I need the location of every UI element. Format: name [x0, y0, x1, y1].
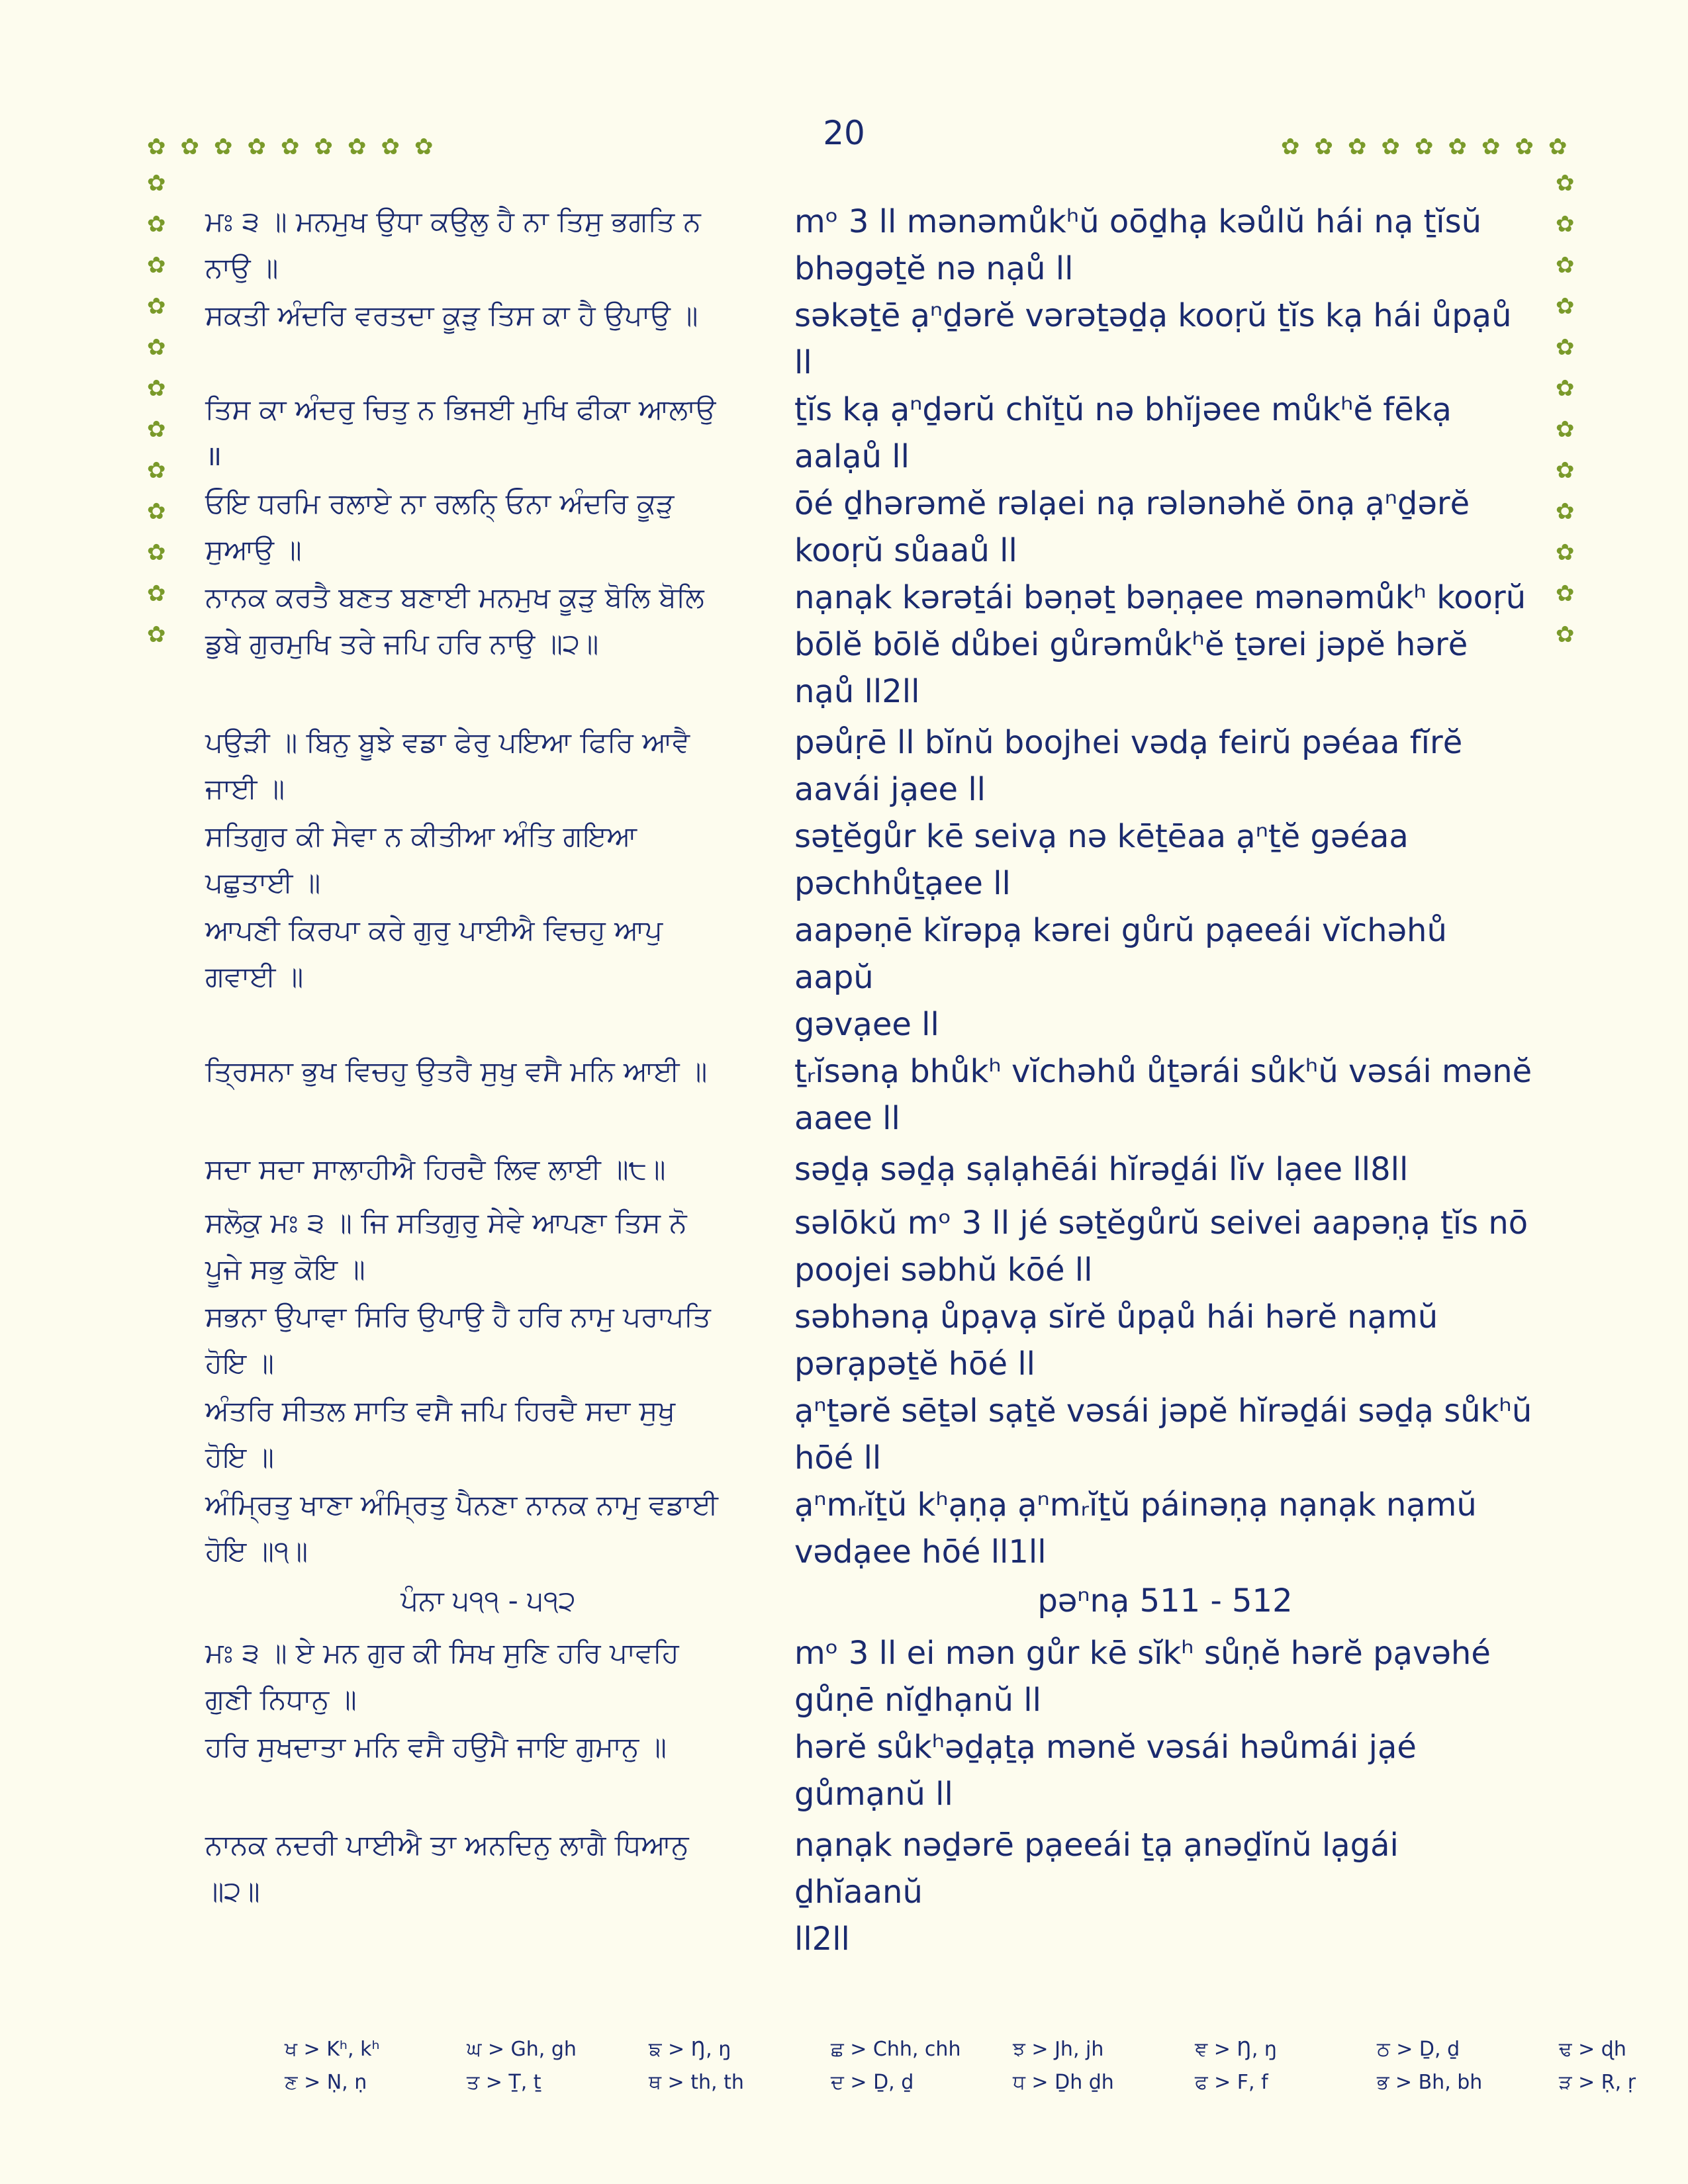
flower-ornament-icon: ✿ [1556, 334, 1575, 361]
pana-gurmukhi: ਪੰਨਾ ੫੧੧ - ੫੧੨ [400, 1584, 576, 1617]
legend-entry: ਛ > Chh, chh [831, 2038, 961, 2061]
flower-ornament-icon: ✿ [1556, 457, 1575, 484]
flower-ornament-icon: ✿ [147, 170, 166, 197]
top-right-ornament-row [1281, 136, 1568, 158]
flower-ornament-icon: ✿ [1548, 134, 1568, 160]
gurmukhi-text: ਸਦਾ ਸਦਾ ਸਾਲਾਹੀਐ ਹਿਰਦੈ ਲਿਵ ਲਾਈ ॥੮॥ [205, 1153, 666, 1185]
transliteration-text: ạⁿmᵣĭṯŭ kʰạṇạ ạⁿmᵣĭṯŭ páinəṇạ nạnạk nạmŭ vədạee hōé ll1ll [794, 1486, 1477, 1570]
left-ornament-column [147, 172, 166, 646]
transliteration-text: səḏạ səḏạ sạlạhēái hĭrəḏái lĭv lạee ll8ll [794, 1151, 1409, 1188]
gurmukhi-text: ਸਭਨਾ ਉਪਾਵਾ ਸਿਰਿ ਉਪਾਉ ਹੈ ਹਰਿ ਨਾਮੁ ਪਰਾਪਤਿ ਹੋਇ ॥ [205, 1300, 711, 1379]
legend-entry: ਭ > Bh, bh [1377, 2071, 1483, 2094]
transliteration-text: pəůṛē ll bĭnŭ boojhei vədạ feirŭ pəéaa fĭrĕ aavái jạee ll [794, 724, 1463, 808]
verse-row [205, 1724, 1536, 1818]
flower-ornament-icon: ✿ [147, 293, 166, 320]
flower-ornament-icon: ✿ [147, 457, 166, 484]
legend-entry: ਠ > Ḏ, ḏ [1377, 2038, 1460, 2061]
transliteration-text: səlōkŭ mᵒ 3 ll jé səṯĕgůrŭ seivei aapəṇạ ṯĭs nō poojei səbhŭ kōé ll [794, 1205, 1528, 1289]
verse-row [205, 719, 1536, 813]
legend-entry: ੜ > Ṛ, ṛ [1559, 2071, 1636, 2094]
flower-ornament-icon: ✿ [381, 134, 400, 160]
verse-row [205, 1630, 1536, 1724]
flower-ornament-icon: ✿ [1556, 252, 1575, 279]
gurmukhi-text: ਹਰਿ ਸੁਖਦਾਤਾ ਮਨਿ ਵਸੈ ਹਉਮੈ ਜਾਇ ਗੁਮਾਨੁ ॥ [205, 1731, 667, 1763]
flower-ornament-icon: ✿ [1381, 134, 1400, 160]
flower-ornament-icon: ✿ [147, 416, 166, 443]
legend-entry: ਤ > Ṯ, ṯ [467, 2071, 541, 2094]
flower-ornament-icon: ✿ [214, 134, 233, 160]
right-ornament-column [1556, 172, 1575, 646]
flower-ornament-icon: ✿ [1556, 293, 1575, 320]
gurmukhi-text: ਨਾਨਕ ਨਦਰੀ ਪਾਈਐ ਤਾ ਅਨਦਿਨੁ ਲਾਗੈ ਧਿਆਨੁ ॥੨॥ [205, 1829, 689, 1907]
flower-ornament-icon: ✿ [147, 211, 166, 238]
verse-row [205, 907, 1536, 1048]
transliteration-text: nạnạk kərəṯái bəṇəṯ bəṇạee mənəmůkʰ kooṛŭ bōlĕ bōlĕ důbei gůrəmůkʰĕ ṯərei jəpĕ hərĕ nạů ll2ll [794, 579, 1526, 710]
flower-ornament-icon: ✿ [1556, 416, 1575, 443]
flower-ornament-icon: ✿ [1515, 134, 1534, 160]
flower-ornament-icon: ✿ [147, 334, 166, 361]
top-left-ornament-row [147, 136, 434, 158]
flower-ornament-icon: ✿ [1556, 539, 1575, 566]
transliteration-text: ạⁿṯərĕ sēṯəl sạṯĕ vəsái jəpĕ hĭrəḏái səḏạ sůkʰŭ hōé ll [794, 1392, 1532, 1477]
flower-ornament-icon: ✿ [1415, 134, 1434, 160]
legend-entry: ਙ > Ŋ, ŋ [649, 2038, 731, 2061]
legend-entry: ਝ > Jh, jh [1013, 2038, 1104, 2061]
flower-ornament-icon: ✿ [1556, 580, 1575, 607]
verse-table [205, 199, 1536, 1963]
flower-ornament-icon: ✿ [1448, 134, 1467, 160]
flower-ornament-icon: ✿ [314, 134, 333, 160]
flower-ornament-icon: ✿ [1556, 211, 1575, 238]
gurmukhi-text: ਤ੍ਰਿਸਨਾ ਭੁਖ ਵਿਚਹੁ ਉਤਰੈ ਸੁਖੁ ਵਸੈ ਮਨਿ ਆਈ ॥ [205, 1055, 708, 1087]
flower-ornament-icon: ✿ [147, 252, 166, 279]
transliteration-text: aapəṇē kĭrəpạ kərei gůrŭ pạeeái vĭchəhů aapŭ gəvạee ll [794, 912, 1447, 1043]
flower-ornament-icon: ✿ [247, 134, 266, 160]
pana-transliteration: pəⁿnạ 511 - 512 [1037, 1582, 1293, 1619]
legend-entry: ਣ > Ṇ, ṇ [285, 2071, 367, 2094]
flower-ornament-icon: ✿ [1556, 621, 1575, 648]
flower-ornament-icon: ✿ [281, 134, 300, 160]
legend-entry: ਫ > F, f [1195, 2071, 1268, 2094]
verse-row [205, 1294, 1536, 1388]
flower-ornament-icon: ✿ [147, 539, 166, 566]
transliteration-text: nạnạk nəḏərē pạeeái ṯạ ạnəḏĭnŭ lạgái ḏhĭaanŭ ll2ll [794, 1827, 1399, 1958]
transliteration-text: ṯĭs kạ ạⁿḏərŭ chĭṯŭ nə bhĭjəee můkʰĕ fēkạ aalạů ll [794, 391, 1452, 475]
verse-row [205, 293, 1536, 387]
legend-entry: ਞ > Ŋ, ŋ [1195, 2038, 1277, 2061]
gurmukhi-text: ਆਪਣੀ ਕਿਰਪਾ ਕਰੇ ਗੁਰੁ ਪਾਈਐ ਵਿਚਹੁ ਆਪੁ ਗਵਾਈ ॥ [205, 914, 663, 993]
transliteration-text: ōé ḏhərəmĕ rəlạei nạ rələnəhĕ ōnạ ạⁿḏərĕ kooṛŭ sůaaů ll [794, 485, 1470, 569]
transliteration-text: mᵒ 3 ll ei mən gůr kē sĭkʰ sůṇĕ hərĕ pạvəhé gůṇē nĭḏhạnŭ ll [794, 1635, 1491, 1719]
page-reference-row [205, 1576, 1536, 1626]
page-number: 20 [823, 114, 865, 152]
flower-ornament-icon: ✿ [1348, 134, 1367, 160]
flower-ornament-icon: ✿ [147, 498, 166, 525]
flower-ornament-icon: ✿ [348, 134, 367, 160]
legend-entry: ਖ > Kʰ, kʰ [285, 2038, 380, 2061]
transliteration-text: ṯᵣĭsənạ bhůkʰ vĭchəhů ůṯərái sůkʰŭ vəsái mənĕ aaee ll [794, 1053, 1532, 1137]
transliteration-text: səṯĕgůr kē seivạ nə kēṯēaa ạⁿṯĕ gəéaa pəchhůṯạee ll [794, 818, 1409, 902]
gurmukhi-text: ਸਤਿਗੁਰ ਕੀ ਸੇਵਾ ਨ ਕੀਤੀਆ ਅੰਤਿ ਗਇਆ ਪਛੁਤਾਈ ॥ [205, 820, 637, 899]
flower-ornament-icon: ✿ [1556, 170, 1575, 197]
verse-row [205, 199, 1536, 293]
gurmukhi-text: ਪਉੜੀ ॥ ਬਿਨੁ ਬੂਝੇ ਵਡਾ ਫੇਰੁ ਪਇਆ ਫਿਰਿ ਆਵੈ ਜਾਈ ॥ [205, 726, 690, 805]
flower-ornament-icon: ✿ [1314, 134, 1333, 160]
legend-entry: ਥ > th, th [649, 2071, 744, 2094]
flower-ornament-icon: ✿ [414, 134, 434, 160]
transliteration-legend [285, 2035, 1688, 2097]
flower-ornament-icon: ✿ [1281, 134, 1300, 160]
flower-ornament-icon: ✿ [1556, 375, 1575, 402]
legend-entry: ਦ > Ḏ, ḏ [831, 2071, 914, 2094]
gurmukhi-text: ਓਇ ਧਰਮਿ ਰਲਾਏ ਨਾ ਰਲਨਿ੍ ਓਨਾ ਅੰਦਰਿ ਕੂੜੁ ਸੁਆਉ ॥ [205, 487, 675, 566]
verse-row [205, 1048, 1536, 1142]
verse-row [205, 480, 1536, 574]
gurmukhi-text: ਤਿਸ ਕਾ ਅੰਦਰੁ ਚਿਤੁ ਨ ਭਿਜਈ ਮੁਖਿ ਫੀਕਾ ਆਲਾਉ ॥ [205, 393, 716, 472]
gurmukhi-text: ਮਃ ੩ ॥ ਏ ਮਨ ਗੁਰ ਕੀ ਸਿਖ ਸੁਣਿ ਹਰਿ ਪਾਵਹਿ ਗੁਣੀ ਨਿਧਾਨੁ ॥ [205, 1637, 679, 1715]
verse-row [205, 387, 1536, 480]
transliteration-text: hərĕ sůkʰəḏạṯạ mənĕ vəsái həůmái jạé gůmạnŭ ll [794, 1729, 1417, 1813]
gurmukhi-text: ਅੰਤਰਿ ਸੀਤਲ ਸਾਤਿ ਵਸੈ ਜਪਿ ਹਿਰਦੈ ਸਦਾ ਸੁਖੁ ਹੋਇ ॥ [205, 1394, 676, 1473]
verse-row [205, 1200, 1536, 1294]
transliteration-text: mᵒ 3 ll mənəmůkʰŭ oōḏhạ kəůlŭ hái nạ ṯĭsŭ bhəgəṯĕ nə nạů ll [794, 203, 1482, 287]
flower-ornament-icon: ✿ [1556, 498, 1575, 525]
verse-row [205, 574, 1536, 715]
transliteration-text: səbhənạ ůpạvạ sĭrĕ ůpạů hái hərĕ nạmŭ pərạpəṯĕ hōé ll [794, 1298, 1438, 1383]
verse-row [205, 1822, 1536, 1963]
verse-row [205, 1388, 1536, 1482]
gurmukhi-text: ਅੰਮ੍ਰਿਤੁ ਖਾਣਾ ਅੰਮ੍ਰਿਤੁ ਪੈਨਣਾ ਨਾਨਕ ਨਾਮੁ ਵਡਾਈ ਹੋਇ ॥੧॥ [205, 1488, 718, 1567]
gurmukhi-text: ਨਾਨਕ ਕਰਤੈ ਬਣਤ ਬਣਾਈ ਮਨਮੁਖ ਕੂੜੁ ਬੋਲਿ ਬੋਲਿ ਡੁਬੇ ਗੁਰਮੁਖਿ ਤਰੇ ਜਪਿ ਹਰਿ ਨਾਉ ॥੨॥ [205, 581, 704, 660]
flower-ornament-icon: ✿ [147, 580, 166, 607]
flower-ornament-icon: ✿ [180, 134, 199, 160]
gurmukhi-text: ਸਲੋਕੁ ਮਃ ੩ ॥ ਜਿ ਸਤਿਗੁਰੁ ਸੇਵੇ ਆਪਣਾ ਤਿਸ ਨੋ ਪੂਜੇ ਸਭੁ ਕੋਇ ॥ [205, 1206, 687, 1285]
transliteration-text: səkəṯē ạⁿḏərĕ vərəṯəḏạ kooṛŭ ṯĭs kạ hái ůpạů ll [794, 297, 1512, 381]
legend-entry: ਢ > ɖh [1559, 2038, 1626, 2061]
flower-ornament-icon: ✿ [147, 621, 166, 648]
gurmukhi-text: ਸਕਤੀ ਅੰਦਰਿ ਵਰਤਦਾ ਕੂੜੁ ਤਿਸ ਕਾ ਹੈ ਉਪਾਉ ॥ [205, 299, 698, 332]
legend-entry: ਘ > Gh, gh [467, 2038, 577, 2061]
verse-row [205, 813, 1536, 907]
flower-ornament-icon: ✿ [147, 134, 166, 160]
gurmukhi-text: ਮਃ ੩ ॥ ਮਨਮੁਖ ਉਧਾ ਕਉਲੁ ਹੈ ਨਾ ਤਿਸੁ ਭਗਤਿ ਨ ਨਾਉ ॥ [205, 205, 701, 284]
verse-row [205, 1482, 1536, 1576]
flower-ornament-icon: ✿ [1481, 134, 1501, 160]
flower-ornament-icon: ✿ [147, 375, 166, 402]
verse-row [205, 1146, 1536, 1193]
legend-entry: ਧ > Ḏh ḏh [1013, 2071, 1114, 2094]
